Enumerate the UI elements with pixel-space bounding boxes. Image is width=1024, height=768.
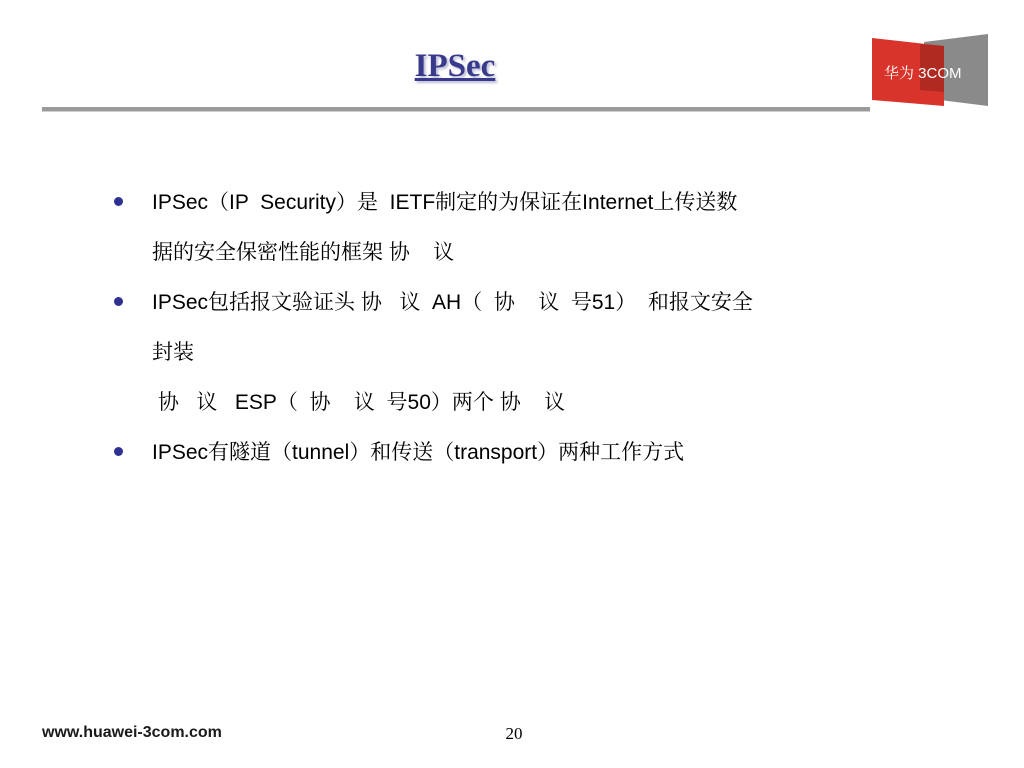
- logo-text: 华为 3COM: [884, 65, 962, 82]
- bullet-icon: [114, 297, 123, 306]
- bullet-line: IPSec有隧道（tunnel）和传送（transport）两种工作方式: [152, 441, 685, 464]
- bullet-line: IPSec包括报文验证头 协 议 AH（ 协 议 号51） 和报文安全: [152, 291, 753, 314]
- slide-title: IPSec: [414, 48, 496, 84]
- page-number: 20: [505, 724, 523, 743]
- bullet-line: IPSec（IP Security）是 IETF制定的为保证在Internet上传送数: [152, 191, 738, 214]
- bullet-icon: [114, 447, 123, 456]
- bullet-item: [110, 178, 960, 278]
- bullet-line: 协 议 ESP（ 协 议 号50）两个 协 议: [152, 391, 566, 414]
- bullet-list: [110, 178, 960, 478]
- bullet-item: [110, 278, 960, 428]
- bullet-line: 封装: [152, 341, 194, 364]
- bullet-item: [110, 428, 960, 478]
- bullet-line: 据的安全保密性能的框架 协 议: [152, 241, 455, 264]
- footer-url: www.huawei-3com.com: [42, 724, 222, 741]
- bullet-icon: [114, 197, 123, 206]
- title-divider: [42, 107, 870, 112]
